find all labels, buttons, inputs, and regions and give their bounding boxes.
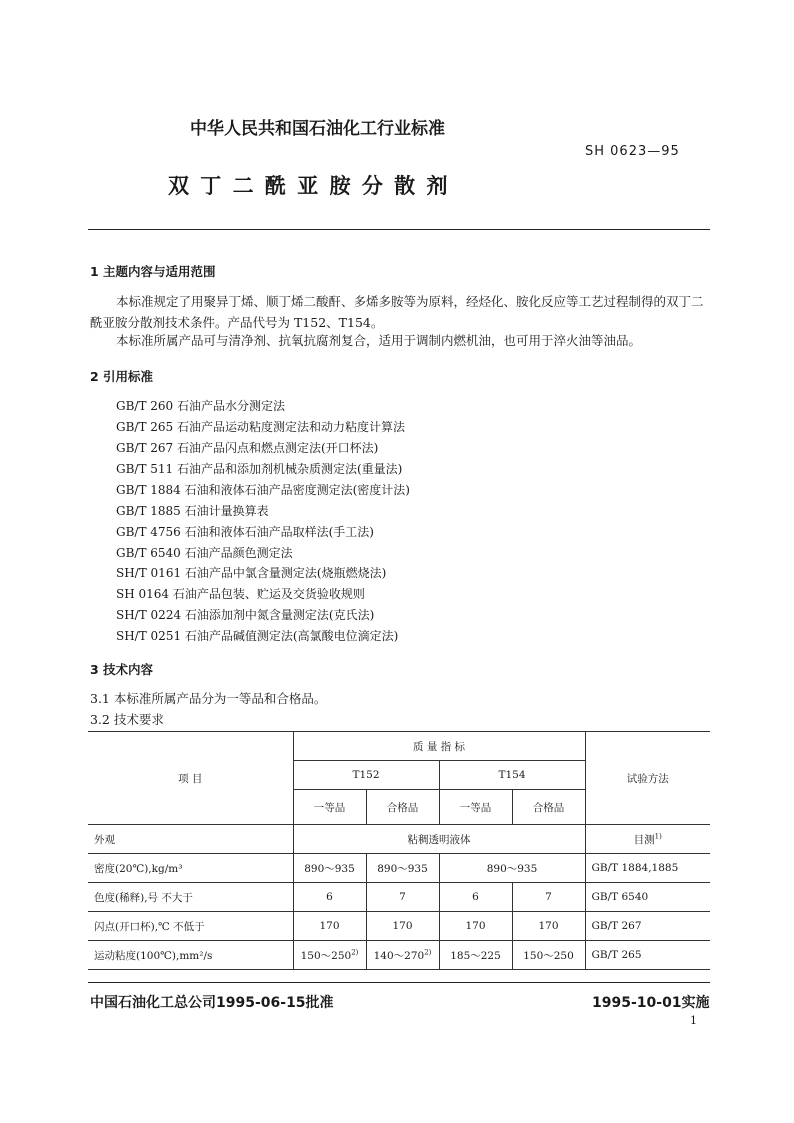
implementation-date: 1995-10-01实施 xyxy=(592,995,710,1011)
reference-item: GB/T 1884 石油和液体石油产品密度测定法(密度计法) xyxy=(116,483,410,497)
footnote-marker: 2) xyxy=(424,948,432,956)
value-cell xyxy=(293,941,366,970)
footer-rule xyxy=(88,982,710,983)
test-method-header: 试验方法 xyxy=(585,732,710,825)
footnote-marker: 1) xyxy=(654,832,662,840)
item-cell: 色度(稀释),号 不大于 xyxy=(88,883,293,912)
reference-item: SH/T 0161 石油产品中氯含量测定法(烧瓶燃烧法) xyxy=(116,566,387,580)
reference-item: GB/T 260 石油产品水分测定法 xyxy=(116,399,285,413)
method-cell xyxy=(585,825,710,854)
table-row xyxy=(88,912,710,941)
reference-item: GB/T 6540 石油产品颜色测定法 xyxy=(116,546,293,560)
product-t154-header: T154 xyxy=(439,761,585,790)
method-text: 目测 xyxy=(633,833,655,846)
header-rule xyxy=(88,229,710,230)
value-cell: 7 xyxy=(366,883,439,912)
reference-item: GB/T 1885 石油计量换算表 xyxy=(116,504,269,518)
section-3-heading: 3 技术内容 xyxy=(90,662,154,677)
reference-item: GB/T 511 石油产品和添加剂机械杂质测定法(重量法) xyxy=(116,462,403,476)
page-number: 1 xyxy=(690,1014,697,1027)
value-text: 140～270 xyxy=(373,949,425,962)
value-cell: 170 xyxy=(512,912,585,941)
table-row xyxy=(88,883,710,912)
grade-header: 合格品 xyxy=(366,790,439,825)
item-cell: 运动粘度(100℃),mm²/s xyxy=(88,941,293,970)
value-cell: 6 xyxy=(293,883,366,912)
item-header: 项 目 xyxy=(88,732,293,825)
value-cell: 890～935 xyxy=(439,854,585,883)
grade-header: 一等品 xyxy=(293,790,366,825)
section-1-para-1: 本标准规定了用聚异丁烯、顺丁烯二酸酐、多烯多胺等为原料，经烃化、胺化反应等工艺过程制得的双丁二酰亚胺分散剂技术条件。产品代号为 T152、T154。 xyxy=(90,294,704,330)
value-text: 150～250 xyxy=(300,949,352,962)
item-cell: 闪点(开口杯),℃ 不低于 xyxy=(88,912,293,941)
clause-3-1: 3.1 本标准所属产品分为一等品和合格品。 xyxy=(90,691,327,706)
grade-header: 一等品 xyxy=(439,790,512,825)
reference-item: GB/T 265 石油产品运动粘度测定法和动力粘度计算法 xyxy=(116,420,405,434)
quality-index-header: 质 量 指 标 xyxy=(293,732,585,761)
product-t152-header: T152 xyxy=(293,761,439,790)
value-cell: 890～935 xyxy=(366,854,439,883)
value-cell: 7 xyxy=(512,883,585,912)
method-cell: GB/T 267 xyxy=(585,912,710,941)
table-row xyxy=(88,941,710,970)
value-cell: 890～935 xyxy=(293,854,366,883)
document-title: 双 丁 二 酰 亚 胺 分 散 剂 xyxy=(168,174,450,198)
reference-item: SH/T 0251 石油产品碱值测定法(高氯酸电位滴定法) xyxy=(116,629,399,643)
value-cell: 6 xyxy=(439,883,512,912)
method-cell: GB/T 265 xyxy=(585,941,710,970)
clause-3-2: 3.2 技术要求 xyxy=(90,712,164,727)
value-cell: 170 xyxy=(439,912,512,941)
value-cell: 185～225 xyxy=(439,941,512,970)
table-row xyxy=(88,854,710,883)
org-title: 中华人民共和国石油化工行业标准 xyxy=(190,119,445,139)
value-cell: 粘稠透明液体 xyxy=(293,825,585,854)
section-1-heading: 1 主题内容与适用范围 xyxy=(90,264,216,279)
table-header-row xyxy=(88,732,710,761)
section-1-para-2: 本标准所属产品可与清净剂、抗氧抗腐剂复合，适用于调制内燃机油，也可用于淬火油等油品。 xyxy=(116,333,642,348)
section-2-heading: 2 引用标准 xyxy=(90,369,154,384)
standard-code: SH 0623—95 xyxy=(585,144,680,159)
value-cell: 170 xyxy=(293,912,366,941)
reference-item: GB/T 267 石油产品闪点和燃点测定法(开口杯法) xyxy=(116,441,379,455)
value-cell xyxy=(366,941,439,970)
approval-info: 中国石油化工总公司1995-06-15批准 xyxy=(90,995,334,1011)
reference-item: SH/T 0224 石油添加剂中氮含量测定法(克氏法) xyxy=(116,608,375,622)
method-cell: GB/T 1884,1885 xyxy=(585,854,710,883)
grade-header: 合格品 xyxy=(512,790,585,825)
item-cell: 密度(20℃),kg/m³ xyxy=(88,854,293,883)
value-cell: 170 xyxy=(366,912,439,941)
reference-item: SH 0164 石油产品包装、贮运及交货验收规则 xyxy=(116,587,365,601)
table-row xyxy=(88,825,710,854)
value-cell: 150～250 xyxy=(512,941,585,970)
reference-item: GB/T 4756 石油和液体石油产品取样法(手工法) xyxy=(116,525,374,539)
method-cell: GB/T 6540 xyxy=(585,883,710,912)
item-cell: 外观 xyxy=(88,825,293,854)
footnote-marker: 2) xyxy=(351,948,359,956)
technical-requirements-table xyxy=(88,731,710,970)
